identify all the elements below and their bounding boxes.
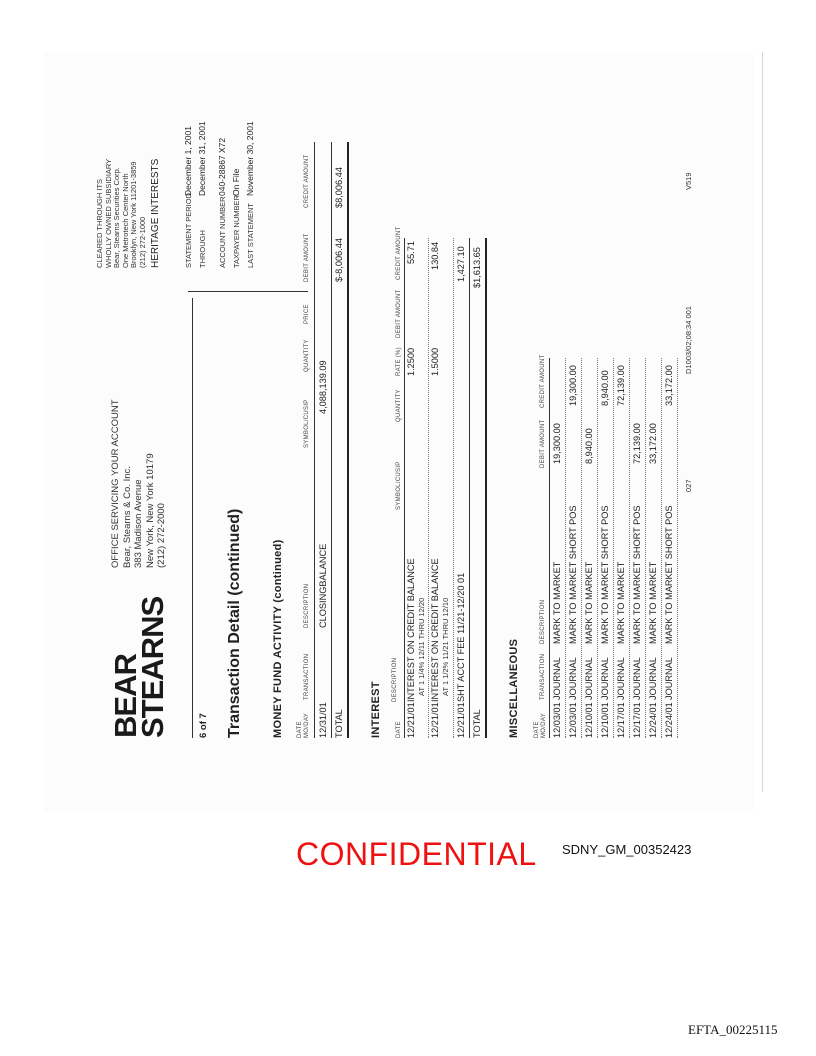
- misc-row-debit: 72,139.00: [632, 423, 642, 464]
- office-line: OFFICE SERVICING YOUR ACCOUNT: [110, 399, 121, 568]
- misc-row-transaction: JOURNAL: [632, 657, 642, 700]
- info-value: November 30, 2001: [245, 121, 255, 196]
- clearing-line: Brooklyn, New York 11201-3859: [129, 161, 138, 268]
- clearing-line: WHOLLY OWNED SUBSIDIARY: [103, 158, 113, 268]
- info-label: ACCOUNT NUMBER: [218, 196, 227, 268]
- int-header-quantity: QUANTITY: [396, 389, 402, 422]
- int-row-credit: 55.71: [406, 241, 416, 264]
- mf-header-description: DESCRIPTION: [304, 583, 310, 628]
- info-label: TAXPAYER NUMBER: [232, 195, 241, 268]
- bear-stearns-logo: [108, 596, 170, 738]
- misc-row-divider: [629, 358, 630, 738]
- int-header-debit: DEBIT AMOUNT: [396, 289, 402, 338]
- misc-row-transaction: JOURNAL: [664, 657, 674, 700]
- misc-row-debit: 33,172.00: [648, 423, 658, 464]
- int-row-desc-detail: AT 1 1/4% 12/11 THRU 12/20: [417, 597, 426, 696]
- int-row-rate: 1.5000: [430, 347, 440, 376]
- mf-header-transaction: TRANSACTION: [304, 653, 310, 700]
- misc-header-transaction: TRANSACTION: [540, 653, 546, 700]
- misc-row-description: MARK TO MARKET: [648, 561, 658, 644]
- logo-line-1: BEAR: [108, 654, 143, 738]
- misc-header-debit: DEBIT AMOUNT: [540, 419, 546, 468]
- mf-header-credit: CREDIT AMOUNT: [304, 154, 310, 208]
- mf-row-rule: [331, 142, 332, 738]
- misc-row-date: 12/24/01: [648, 702, 658, 738]
- misc-row-divider: [613, 358, 614, 738]
- info-value: December 1, 2001: [183, 126, 193, 196]
- clearing-address: [96, 159, 147, 268]
- int-header-rule: [404, 238, 405, 738]
- misc-row-transaction: JOURNAL: [648, 657, 658, 700]
- misc-row-divider: [565, 358, 566, 738]
- footer-code-1: 027: [684, 479, 693, 492]
- misc-row-credit: 72,139.00: [616, 365, 626, 406]
- misc-row-credit: 19,300.00: [568, 365, 578, 406]
- scan-edge-line: [762, 52, 763, 792]
- mf-total-credit: $8,006.44: [334, 167, 344, 208]
- office-line: Bear, Stearns & Co. Inc.: [121, 466, 133, 568]
- header-divider: [188, 291, 308, 292]
- misc-header-description: DESCRIPTION: [540, 599, 546, 644]
- misc-row-divider: [581, 358, 582, 738]
- misc-row-description: MARK TO MARKET: [552, 561, 562, 644]
- misc-row-divider: [645, 358, 646, 738]
- clearing-line: One Metrotech Center North: [120, 173, 130, 268]
- int-header-date: DATE: [396, 721, 402, 738]
- money-fund-title: MONEY FUND ACTIVITY (continued): [272, 539, 284, 738]
- int-total-rule: [485, 238, 487, 738]
- misc-row-description: MARK TO MARKET: [616, 561, 626, 644]
- misc-row-credit: 33,172.00: [664, 365, 674, 406]
- misc-title: MISCELLANEOUS: [508, 638, 520, 738]
- int-header-rate: RATE (%): [396, 347, 402, 376]
- misc-row-date: 12/17/01: [632, 702, 642, 738]
- int-header-description: DESCRIPTION: [392, 657, 398, 702]
- misc-row-date: 12/03/01: [568, 702, 578, 738]
- int-row-desc: INTEREST ON CREDIT BALANCE: [430, 558, 440, 702]
- misc-row-description: MARK TO MARKET SHORT POS: [664, 505, 674, 644]
- misc-row-transaction: JOURNAL: [584, 657, 594, 700]
- interest-title: INTEREST: [370, 681, 382, 738]
- misc-header-credit: CREDIT AMOUNT: [540, 354, 546, 408]
- info-label: STATEMENT PERIOD: [184, 192, 193, 268]
- scanned-statement-page: [44, 52, 754, 812]
- misc-row-debit: 19,300.00: [552, 423, 562, 464]
- footer-code-2: D1003/02;08:34 001: [684, 306, 693, 374]
- int-row-desc: SHT ACCT FEE 11/21-12/20 01: [456, 572, 466, 702]
- misc-row-transaction: JOURNAL: [616, 657, 626, 700]
- efta-number: EFTA_00225115: [688, 1022, 778, 1037]
- misc-row-date: 12/10/01: [600, 702, 610, 738]
- int-row-desc: INTEREST ON CREDIT BALANCE: [406, 558, 416, 702]
- info-value: 040-28867 X72: [217, 137, 227, 196]
- mf-header-quantity: QUANTITY: [304, 339, 310, 372]
- misc-row-date: 12/17/01: [616, 702, 626, 738]
- mf-header-symbol: SYMBOL/CUSIP: [304, 399, 310, 448]
- misc-row-divider: [661, 358, 662, 738]
- int-row-rule: [469, 238, 470, 738]
- mf-row-date: 12/31/01: [318, 702, 328, 738]
- mf-header-price: PRICE: [304, 304, 310, 324]
- statement-info-labels: [182, 193, 258, 268]
- int-row-date: 12/21/01: [406, 702, 416, 738]
- misc-row-transaction: JOURNAL: [552, 657, 562, 700]
- footer-code-3: V519: [684, 172, 693, 190]
- misc-row-description: MARK TO MARKET SHORT POS: [568, 505, 578, 644]
- info-value: On File: [231, 168, 241, 196]
- misc-header-rule: [549, 358, 550, 738]
- misc-header-date: DATE MO/DAY: [534, 712, 547, 738]
- info-label: THROUGH: [198, 230, 207, 268]
- info-label: LAST STATEMENT: [246, 202, 255, 268]
- misc-row-date: 12/03/01: [552, 702, 562, 738]
- office-line: 383 Madison Avenue: [133, 479, 144, 568]
- page-indicator: 6 of 7: [198, 713, 209, 738]
- account-name: HERITAGE INTERESTS: [150, 158, 161, 268]
- int-row-rate: 1.2500: [406, 347, 416, 376]
- mf-row-quantity: 4,088,139.09: [318, 360, 328, 414]
- int-total-label: TOTAL: [472, 709, 482, 738]
- bates-number: SDNY_GM_00352423: [562, 842, 692, 857]
- int-row-credit: 130.84: [430, 241, 440, 270]
- int-row-desc-detail: AT 1 1/2% 11/21 THRU 12/10: [441, 597, 450, 696]
- confidential-stamp: CONFIDENTIAL: [296, 836, 537, 872]
- misc-row-debit: 8,940.00: [584, 428, 594, 464]
- mf-header-date: DATE MO/DAY: [297, 712, 310, 738]
- mf-row-description: CLOSINGBALANCE: [318, 543, 328, 628]
- mf-header-rule: [314, 142, 315, 738]
- misc-row-date: 12/10/01: [584, 702, 594, 738]
- mf-total-label: TOTAL: [334, 709, 344, 738]
- misc-row-description: MARK TO MARKET SHORT POS: [600, 505, 610, 644]
- int-row-divider: [428, 238, 429, 738]
- int-row-credit: 1,427.10: [456, 246, 466, 282]
- statement-info-values: [181, 121, 257, 196]
- office-line: New York, New York 10179: [144, 453, 156, 568]
- clearing-line: (212) 272-1000: [137, 216, 147, 268]
- misc-row-divider: [677, 358, 678, 738]
- misc-row-description: MARK TO MARKET SHORT POS: [632, 505, 642, 644]
- int-header-symbol: SYMBOL/CUSIP: [396, 461, 402, 510]
- office-line: (212) 272-2000: [156, 503, 167, 568]
- misc-row-date: 12/24/01: [664, 702, 674, 738]
- clearing-line: Bear, Stearns Securities Corp.: [112, 167, 121, 268]
- header-rule: [192, 298, 193, 738]
- int-row-date: 12/21/01: [456, 702, 466, 738]
- int-header-credit: CREDIT AMOUNT: [396, 226, 402, 280]
- clearing-line: CLEARED THROUGH ITS: [95, 178, 104, 268]
- int-row-divider: [453, 238, 454, 738]
- mf-header-debit: DEBIT AMOUNT: [304, 233, 310, 282]
- mf-total-rule: [347, 142, 349, 738]
- page-title: Transaction Detail (continued): [226, 508, 243, 738]
- misc-row-transaction: JOURNAL: [568, 657, 578, 700]
- int-row-date: 12/21/01: [430, 702, 440, 738]
- mf-total-debit: $-8,006.44: [334, 238, 344, 282]
- misc-row-credit: 8,940.00: [600, 370, 610, 406]
- misc-row-divider: [597, 358, 598, 738]
- misc-row-transaction: JOURNAL: [600, 657, 610, 700]
- info-value: December 31, 2001: [197, 121, 207, 196]
- rotated-statement-content: [92, 68, 732, 768]
- int-total-credit: $1,613.65: [472, 247, 482, 288]
- logo-line-2: STEARNS: [135, 596, 170, 738]
- misc-row-description: MARK TO MARKET: [584, 561, 594, 644]
- office-address: [110, 399, 168, 568]
